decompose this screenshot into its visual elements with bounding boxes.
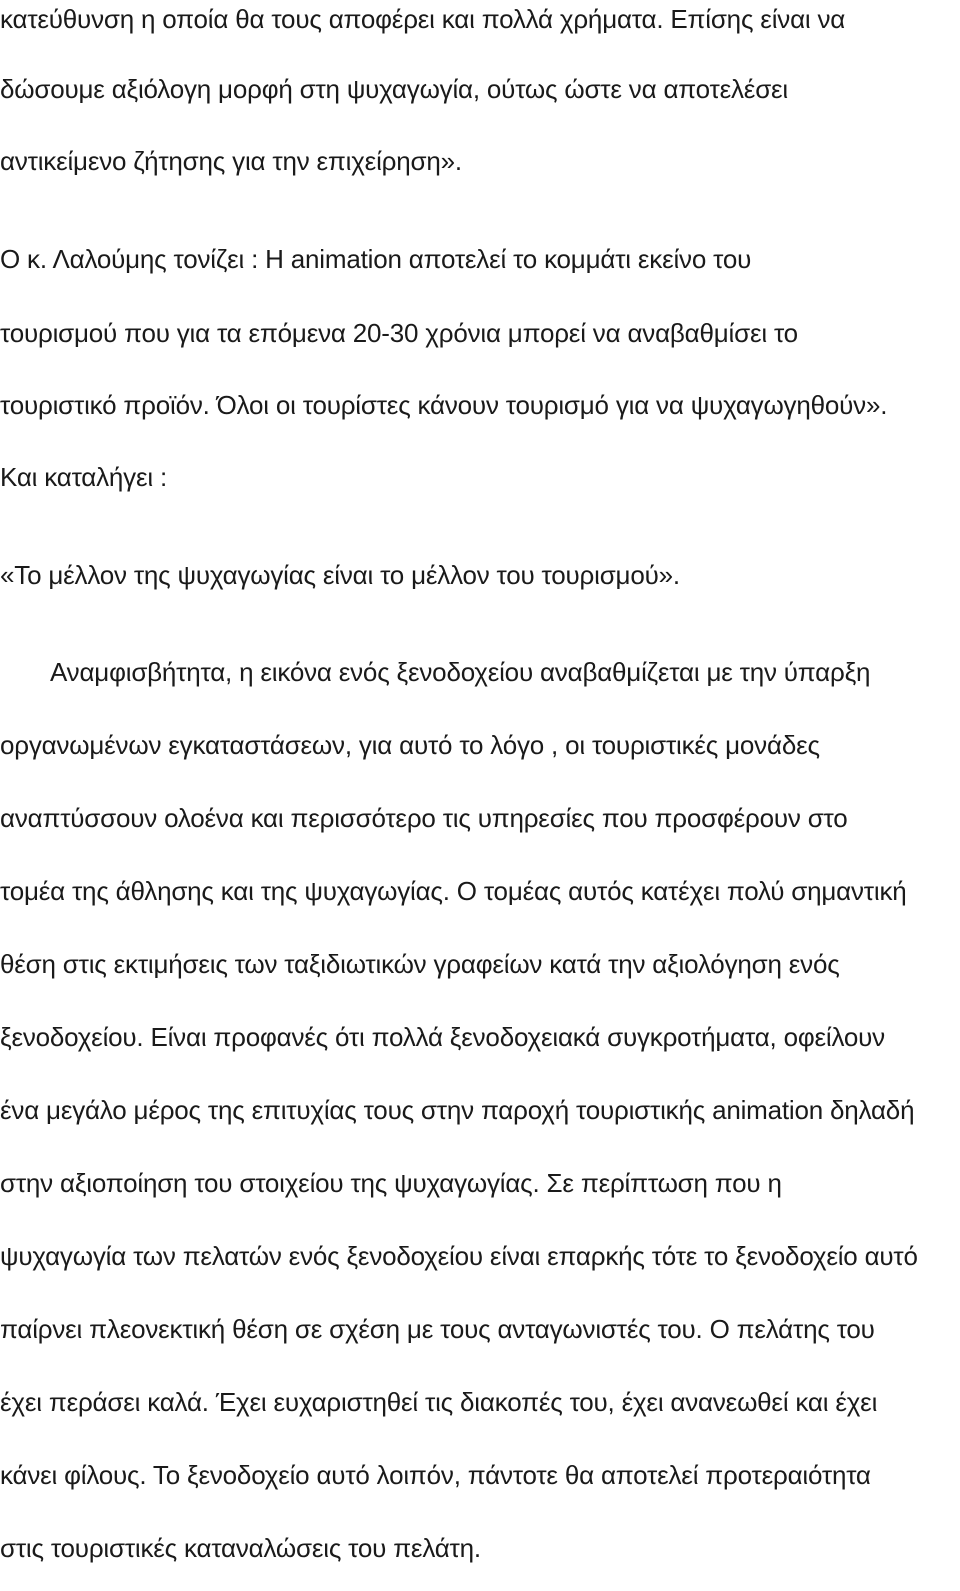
text-line: Αναμφισβήτητα, η εικόνα ενός ξενοδοχείου αναβαθμίζεται με την ύπαρξη (50, 657, 871, 687)
text-line: αντικείμενο ζήτησης για την επιχείρηση». (0, 146, 462, 176)
text-line: τουρισμού που για τα επόμενα 20-30 χρόνια μπορεί να αναβαθμίσει το (0, 318, 798, 348)
text-line: τουριστικό προϊόν. Όλοι οι τουρίστες κάνουν τουρισμό για να ψυχαγωγηθούν». (0, 390, 888, 420)
text-line: τομέα της άθλησης και της ψυχαγωγίας. Ο τομέας αυτός κατέχει πολύ σημαντική (0, 876, 907, 906)
text-line: αναπτύσσουν ολοένα και περισσότερο τις υπηρεσίες που προσφέρουν στο (0, 803, 848, 833)
text-line: έχει περάσει καλά. Έχει ευχαριστηθεί τις διακοπές του, έχει ανανεωθεί και έχει (0, 1387, 878, 1417)
text-line: ξενοδοχείου. Είναι προφανές ότι πολλά ξενοδοχειακά συγκροτήματα, οφείλουν (0, 1022, 885, 1052)
text-line: Και καταλήγει : (0, 462, 167, 492)
text-line: θέση στις εκτιμήσεις των ταξιδιωτικών γραφείων κατά την αξιολόγηση ενός (0, 949, 840, 979)
text-line: ψυχαγωγία των πελατών ενός ξενοδοχείου είναι επαρκής τότε το ξενοδοχείο αυτό (0, 1241, 918, 1271)
text-line: δώσουμε αξιόλογη μορφή στη ψυχαγωγία, ούτως ώστε να αποτελέσει (0, 74, 789, 104)
text-line: «Το μέλλον της ψυχαγωγίας είναι το μέλλον του τουρισμού». (0, 560, 680, 590)
text-line: κάνει φίλους. Το ξενοδοχείο αυτό λοιπόν, πάντοτε θα αποτελεί προτεραιότητα (0, 1460, 871, 1490)
text-line: στις τουριστικές καταναλώσεις του πελάτη. (0, 1533, 481, 1563)
text-line: οργανωμένων εγκαταστάσεων, για αυτό το λόγο , οι τουριστικές μονάδες (0, 730, 820, 760)
text-line: παίρνει πλεονεκτική θέση σε σχέση με τους ανταγωνιστές του. Ο πελάτης του (0, 1314, 875, 1344)
text-line: Ο κ. Λαλούμης τονίζει : Η animation αποτελεί το κομμάτι εκείνο του (0, 244, 752, 274)
text-line: στην αξιοποίηση του στοιχείου της ψυχαγωγίας. Σε περίπτωση που η (0, 1168, 782, 1198)
text-line: ένα μεγάλο μέρος της επιτυχίας τους στην παροχή τουριστικής animation δηλαδή (0, 1095, 915, 1125)
text-line: κατεύθυνση η οποία θα τους αποφέρει και πολλά χρήματα. Επίσης είναι να (0, 4, 846, 34)
